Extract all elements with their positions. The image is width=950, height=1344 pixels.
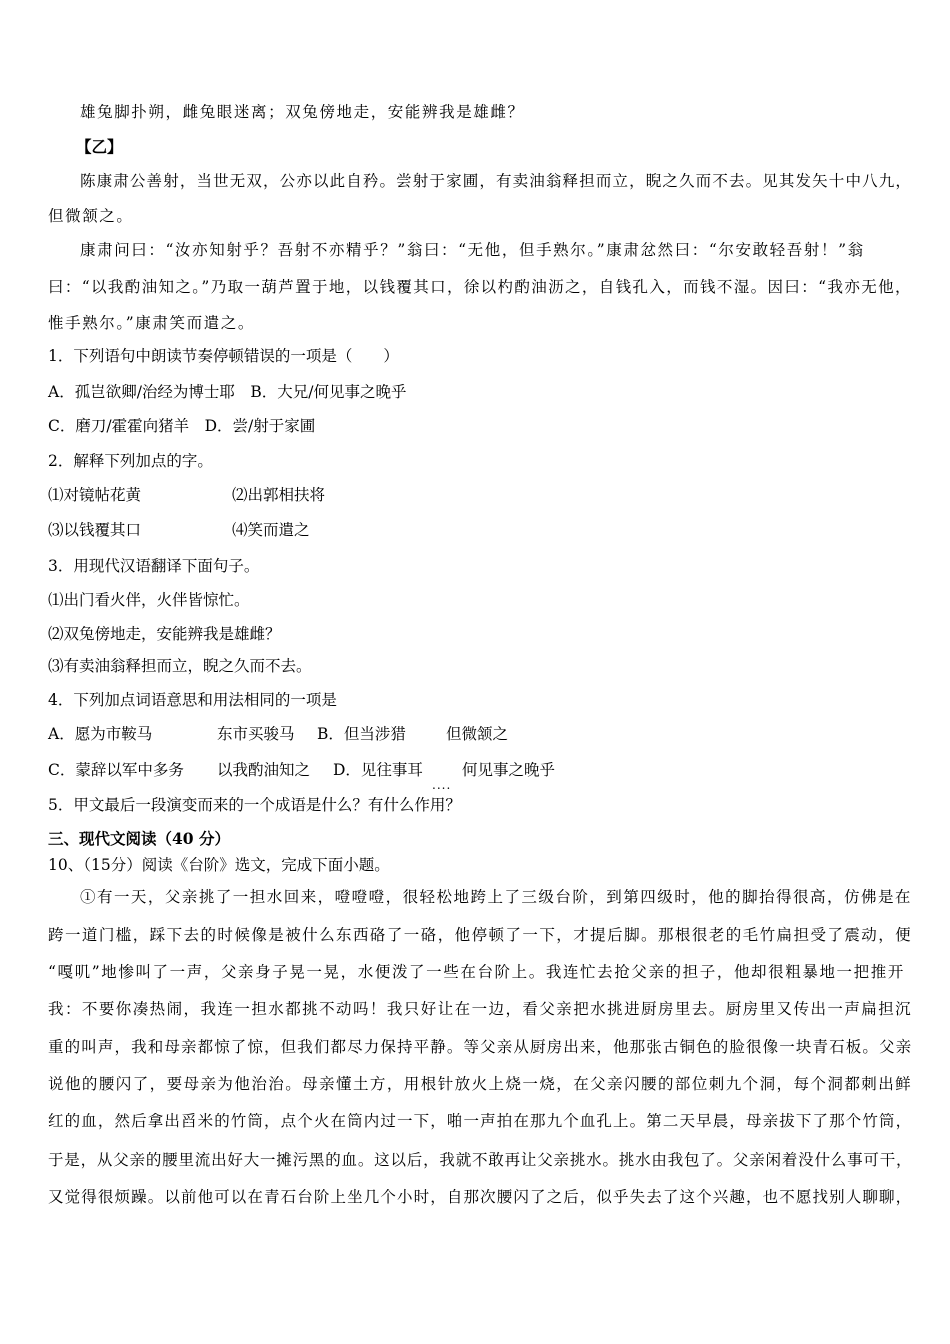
question-2-item-3: ⑶以钱覆其口 (48, 521, 142, 539)
taijie-line-7: 红的血，然后拿出舀米的竹筒，点个火在筒内过一下，啪一声拍在那九个血孔上。第二天早晨，母亲拔下了那个竹筒， (48, 1112, 913, 1130)
question-1-options-cd: C．磨刀/霍霍向猪羊 D．尝/射于家圃 (48, 417, 316, 435)
question-2-item-4: ⑷笑而遣之 (232, 521, 310, 539)
taijie-line-8: 于是，从父亲的腰里流出好大一摊污黑的血。这以后，我就不敢再让父亲挑水。挑水由我包了。父亲闲着没什么事可干， (48, 1151, 913, 1169)
question-2-item-1: ⑴对镜帖花黄 (48, 486, 142, 504)
taijie-line-3: “嘎叽”地惨叫了一声，父亲身子晃一晃，水便泼了一些在台阶上。我连忙去抢父亲的担子，他却很粗暴地一把推开 (48, 963, 905, 981)
question-4-option-b-left: B．但当涉猎 (317, 725, 406, 743)
yi-paragraph-1-line-2: 但微颔之。 (48, 207, 134, 225)
question-4-option-d-right: 何见事之晚乎 (462, 761, 556, 779)
question-4: 4．下列加点词语意思和用法相同的一项是 (48, 691, 337, 709)
taijie-line-4: 我：不要你凑热闹，我连一担水都挑不动吗！我只好让在一边，看父亲把水挑进厨房里去。厨房里又传出一声扁担沉 (48, 1000, 913, 1018)
taijie-line-6: 说他的腰闪了，要母亲为他治治。母亲懂土方，用根针放火上烧一烧，在父亲闪腰的部位刺九个洞，每个洞都刺出鲜 (48, 1075, 913, 1093)
emphasis-dots: .... (432, 778, 452, 792)
taijie-line-1: ①有一天，父亲挑了一担水回来，噔噔噔，很轻松地跨上了三级台阶，到第四级时，他的脚抬得很高，仿佛是在 (80, 888, 912, 906)
yi-paragraph-2-line-3: 惟手熟尔。”康肃笑而遣之。 (48, 314, 255, 332)
question-3: 3．用现代汉语翻译下面句子。 (48, 557, 260, 575)
question-3-item-1: ⑴出门看火伴，火伴皆惊忙。 (48, 591, 250, 609)
question-2: 2．解释下列加点的字。 (48, 452, 213, 470)
taijie-line-5: 重的叫声，我和母亲都惊了惊，但我们都尽力保持平静。等父亲从厨房出来，他那张古铜色的脸很像一块青石板。父亲 (48, 1038, 913, 1056)
question-4-option-c-right: 以我酌油知之 (217, 761, 311, 779)
question-4-option-a-left: A．愿为市鞍马 (48, 725, 153, 743)
question-10-heading: 10、（15分）阅读《台阶》选文，完成下面小题。 (48, 856, 390, 874)
question-4-option-c-left: C．蒙辞以军中多务 (48, 761, 184, 779)
taijie-line-2: 跨一道门槛，踩下去的时候像是被什么东西硌了一硌，他停顿了一下，才提后脚。那根很老的毛竹扁担受了震动，便 (48, 926, 913, 944)
question-1-options-ab: A．孤岂欲卿/治经为博士耶 B．大兄/何见事之晚乎 (48, 383, 407, 401)
question-4-option-d-left: D．见往事耳 (333, 761, 423, 779)
yi-paragraph-1-line-1: 陈康肃公善射，当世无双，公亦以此自矜。尝射于家圃，有卖油翁释担而立，睨之久而不去。见其发矢十中八九， (80, 172, 913, 190)
yi-paragraph-2-line-1: 康肃问曰：“汝亦知射乎？吾射不亦精乎？”翁曰：“无他，但手熟尔。”康肃忿然曰：“尔安敢轻吾射！”翁 (80, 241, 865, 259)
section-yi-label: 【乙】 (76, 137, 123, 156)
question-4-option-b-right: 但微颔之 (446, 725, 509, 743)
question-3-item-2: ⑵双兔傍地走，安能辨我是雄雌？ (48, 625, 281, 643)
yi-paragraph-2-line-2: 曰：“以我酌油知之。”乃取一葫芦置于地，以钱覆其口，徐以杓酌油沥之，自钱孔入，而钱不湿。因曰：“我亦无他， (48, 278, 912, 296)
section-3-heading: 三、现代文阅读（40 分） (48, 829, 230, 848)
question-5: 5．甲文最后一段演变而来的一个成语是什么？有什么作用？ (48, 796, 461, 814)
taijie-line-9: 又觉得很烦躁。以前他可以在青石台阶上坐几个小时，自那次腰闪了之后，似乎失去了这个兴趣，也不愿找别人聊聊， (48, 1188, 913, 1206)
question-1: 1．下列语句中朗读节奏停顿错误的一项是（ ） (48, 347, 399, 365)
question-2-item-2: ⑵出郭相扶将 (232, 486, 326, 504)
question-3-item-3: ⑶有卖油翁释担而立，睨之久而不去。 (48, 657, 312, 675)
question-4-option-a-right: 东市买骏马 (217, 725, 295, 743)
poem-closing-line: 雄兔脚扑朔，雌兔眼迷离；双兔傍地走，安能辨我是雄雌？ (80, 103, 525, 121)
